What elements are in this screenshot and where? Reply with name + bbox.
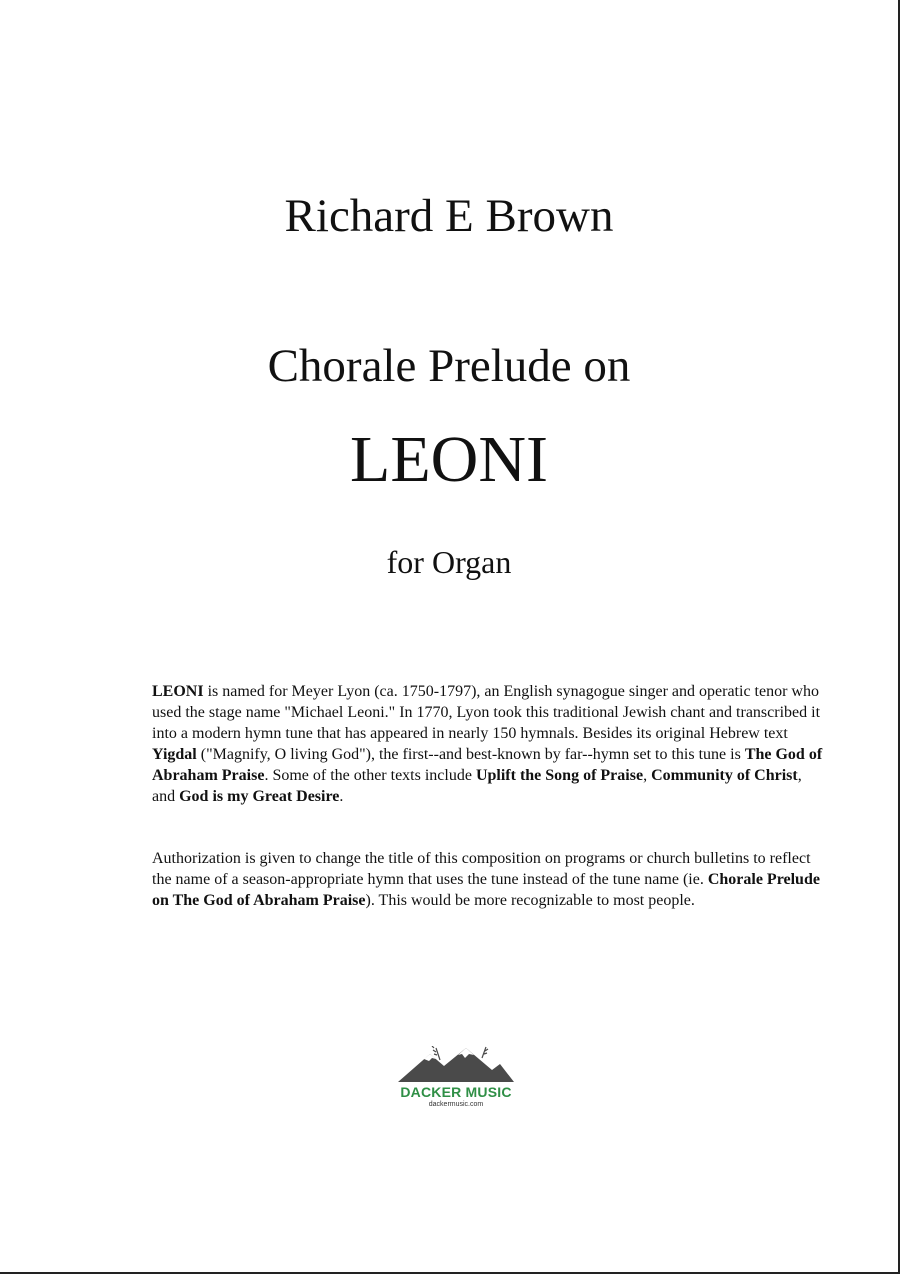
tune-name: LEONI	[350, 423, 548, 496]
notes-paragraph-1	[152, 681, 824, 807]
leaf-sprig-icon-2	[482, 1047, 488, 1058]
composer-name: Richard E Brown	[284, 190, 614, 242]
text-run: .	[339, 788, 344, 805]
bold-text-run: The God of Abraham Praise	[152, 746, 823, 784]
bold-text-run: God is my Great Desire	[179, 788, 340, 805]
text-run: , and	[152, 767, 802, 805]
mountain-shape	[398, 1048, 514, 1082]
text-run: ). This would be more recognizable to most people.	[365, 892, 695, 909]
text-run: ("Magnify, O living God"), the first--and best-known by far--hymn set to this tune is	[196, 746, 745, 763]
bold-text-run: Yigdal	[152, 746, 197, 763]
text-run: Authorization is given to change the title of this composition on programs or church bulletins to reflect the name of a season-appropriate hymn that uses the tune instead of the tune name (ie.	[152, 850, 811, 888]
publisher-url: dackermusic.com	[428, 1101, 484, 1108]
mountain-logo-icon	[396, 1046, 516, 1084]
text-run: ,	[643, 767, 652, 784]
piece-subtitle: Chorale Prelude on	[267, 340, 631, 392]
bold-text-run: LEONI	[152, 683, 204, 700]
text-run: . Some of the other texts include	[264, 767, 476, 784]
publisher-logo	[394, 1046, 518, 1122]
instrument-label: for Organ	[386, 544, 512, 580]
text-run: is named for Meyer Lyon (ca. 1750-1797), an English synagogue singer and operatic tenor who used the stage name "Michael Leoni." In 1770, Lyon took this traditional Jewish chant and transcribed it into a modern hymn tune that has appeared in nearly 150 hymnals. Besides its original Hebrew text	[152, 683, 821, 742]
publisher-name: DACKER MUSIC	[400, 1084, 512, 1100]
bold-text-run: Uplift the Song of Praise	[475, 767, 644, 784]
bold-text-run: Community of Christ	[651, 767, 798, 784]
bold-text-run: Chorale Prelude on The God of Abraham Praise	[152, 871, 820, 909]
notes-paragraph-2	[152, 848, 824, 911]
